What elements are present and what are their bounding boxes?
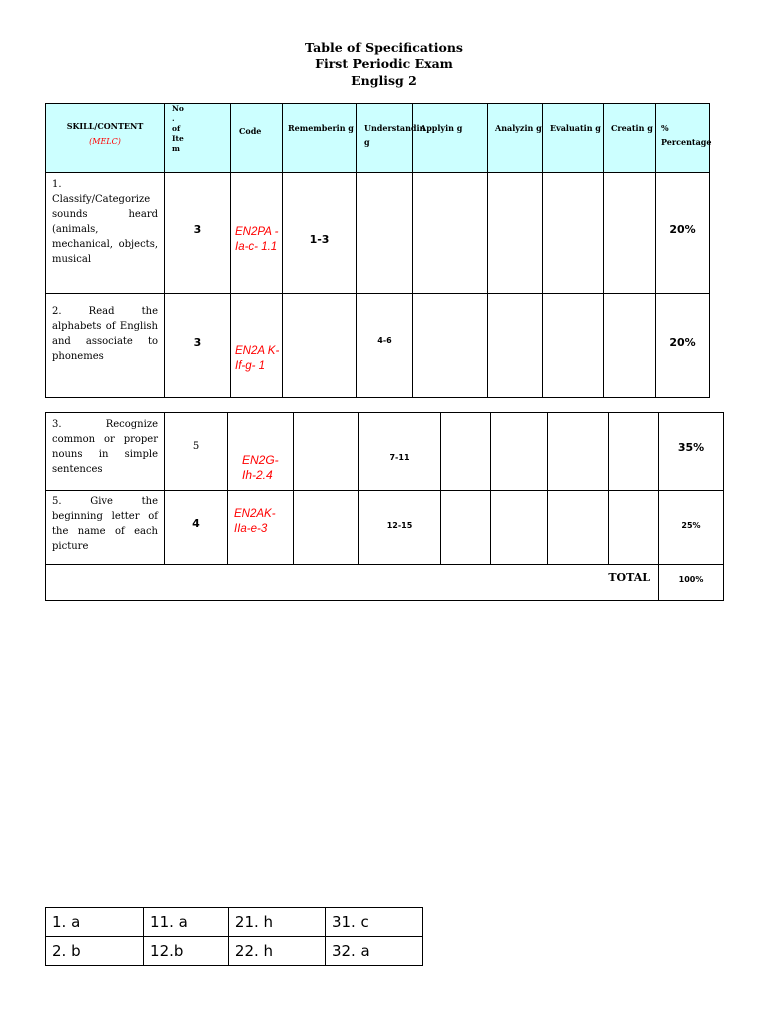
header-remembering: Rememberin g xyxy=(283,104,357,173)
doc-title: Table of Specifications xyxy=(305,40,463,55)
row4-skill: 5. Give the beginning letter of the name of each picture xyxy=(46,491,165,565)
row2-code: EN2A K-If-g- 1 xyxy=(231,294,283,398)
doc-subtitle: First Periodic Exam xyxy=(315,56,453,71)
header-percentage: % Percentage xyxy=(656,104,710,173)
row1-percentage: 20% xyxy=(656,173,710,294)
row1-understanding xyxy=(357,173,413,294)
header-skill xyxy=(46,104,165,173)
row3-creating xyxy=(609,413,659,491)
row1-creating xyxy=(604,173,656,294)
answer-row xyxy=(46,937,423,966)
row2-analyzing xyxy=(488,294,543,398)
row2-remembering xyxy=(283,294,357,398)
header-skill-label: SKILL/CONTENT xyxy=(66,121,144,131)
table-row xyxy=(46,491,724,565)
spec-table-2 xyxy=(45,412,724,601)
row4-analyzing xyxy=(491,491,548,565)
answer-cell: 31. c xyxy=(325,908,422,937)
row2-creating xyxy=(604,294,656,398)
row2-skill: 2. Read the alphabets of English and associate to phonemes xyxy=(46,294,165,398)
row4-applying xyxy=(441,491,491,565)
row3-understanding: 7-11 xyxy=(359,413,441,491)
row3-analyzing xyxy=(491,413,548,491)
row4-creating xyxy=(609,491,659,565)
table-header-row xyxy=(46,104,768,173)
row4-code: EN2AK- IIa-e-3 xyxy=(228,491,294,565)
answer-cell: 12.b xyxy=(144,937,229,966)
answer-cell: 2. b xyxy=(46,937,144,966)
header-analyzing: Analyzin g xyxy=(488,104,543,173)
table-row xyxy=(46,294,768,398)
row3-applying xyxy=(441,413,491,491)
row4-items: 4 xyxy=(165,491,228,565)
answer-cell: 11. a xyxy=(144,908,229,937)
total-row xyxy=(46,565,724,601)
row3-items: 5 xyxy=(165,413,228,491)
spec-table-1 xyxy=(45,103,768,398)
header-creating: Creatin g xyxy=(604,104,656,173)
row2-percentage: 20% xyxy=(656,294,710,398)
row1-skill: 1. Classify/Categorize sounds heard (animals, mechanical, objects, musical xyxy=(46,173,165,294)
row2-applying xyxy=(413,294,488,398)
row3-remembering xyxy=(294,413,359,491)
row3-skill: 3. Recognize common or proper nouns in simple sentences xyxy=(46,413,165,491)
row3-evaluating xyxy=(548,413,609,491)
row4-evaluating xyxy=(548,491,609,565)
row1-items: 3 xyxy=(165,173,231,294)
row1-remembering: 1-3 xyxy=(283,173,357,294)
table-row xyxy=(46,413,724,491)
header-understanding: Understandin g xyxy=(357,104,413,173)
total-label: TOTAL xyxy=(46,565,659,601)
answer-cell: 32. a xyxy=(325,937,422,966)
row3-code: EN2G- Ih-2.4 xyxy=(228,413,294,491)
row4-understanding: 12-15 xyxy=(359,491,441,565)
row2-evaluating xyxy=(543,294,604,398)
header-applying: Applyin g xyxy=(413,104,488,173)
answer-cell: 22. h xyxy=(228,937,325,966)
row3-percentage: 35% xyxy=(659,413,724,491)
table-row xyxy=(46,173,768,294)
answer-cell: 21. h xyxy=(228,908,325,937)
answer-row xyxy=(46,908,423,937)
answer-cell: 1. a xyxy=(46,908,144,937)
row1-evaluating xyxy=(543,173,604,294)
row4-remembering xyxy=(294,491,359,565)
row1-code: EN2PA -Ia-c- 1.1 xyxy=(231,173,283,294)
total-value: 100% xyxy=(659,565,724,601)
row1-applying xyxy=(413,173,488,294)
header-no-items: No . of Ite m xyxy=(165,104,231,173)
row1-analyzing xyxy=(488,173,543,294)
header-melc: (MELC) xyxy=(89,137,121,146)
row4-percentage: 25% xyxy=(659,491,724,565)
header-evaluating: Evaluatin g xyxy=(543,104,604,173)
row2-items: 3 xyxy=(165,294,231,398)
header-code: Code xyxy=(231,104,283,173)
row2-understanding: 4-6 xyxy=(357,294,413,398)
doc-subject: Englisg 2 xyxy=(351,73,417,88)
answer-key-table xyxy=(45,907,423,966)
